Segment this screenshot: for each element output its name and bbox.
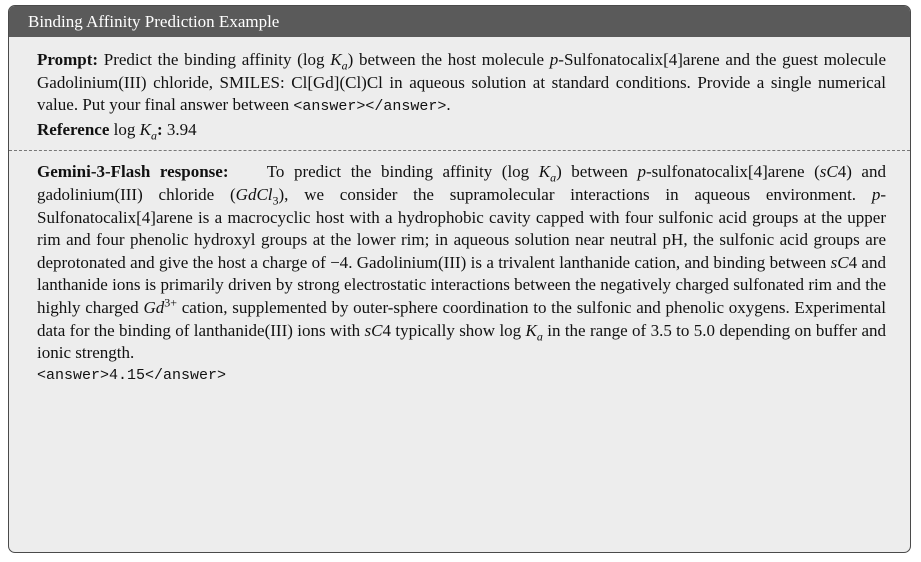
response-four: 4 xyxy=(837,162,847,182)
response-text-8: and lanthanide ions is primarily driven by strong electrostatic interactions between the negatively charged sulfonated rim and the highly charged xyxy=(37,252,886,317)
prompt-text-2: ) between the host molecule xyxy=(347,50,550,69)
reference-value: 3.94 xyxy=(166,119,197,139)
response-k2-sub: a xyxy=(536,328,543,343)
example-card xyxy=(8,5,911,553)
response-gdcl-sub: 3 xyxy=(272,193,279,208)
response-gdcl: GdCl xyxy=(235,184,273,204)
response-log: log xyxy=(507,162,530,182)
response-text-4: ) and gadolinium(III) chloride ( xyxy=(37,162,886,204)
reference-colon: : xyxy=(156,119,163,139)
response-text-9: cation, supplemented by outer-sphere coordination to the sulfonic and phenolic oxygens. Experimental data for the binding of lanthanide(III) ions with xyxy=(37,297,887,340)
response-sc4: sC xyxy=(819,162,838,182)
reference-log: log xyxy=(113,119,136,139)
response-sc4b: sC xyxy=(830,252,849,272)
response-p: p xyxy=(637,162,646,182)
response-k-sub: a xyxy=(550,170,557,185)
prompt-text-1: Predict the binding affinity ( xyxy=(98,50,303,69)
prompt-section xyxy=(9,37,910,141)
prompt-k-sub: a xyxy=(341,58,348,73)
response-text-5: ), we consider the supramolecular interactions in aqueous environment. xyxy=(278,184,872,204)
response-p2: p xyxy=(871,184,881,204)
prompt-k: K xyxy=(330,50,342,69)
response-label: Gemini-3-Flash response: xyxy=(37,162,229,182)
prompt-p: p xyxy=(549,50,559,69)
response-answer: <answer>4.15</answer> xyxy=(37,366,227,384)
response-text-10: typically show xyxy=(391,320,500,340)
response-gd: Gd xyxy=(143,297,165,317)
response-k2: K xyxy=(525,320,537,340)
response-fourb: 4 xyxy=(848,252,858,272)
card-title: Binding Affinity Prediction Example xyxy=(9,6,910,37)
response-range-high: 5.0 xyxy=(693,320,716,340)
response-text-2: ) between xyxy=(556,162,638,182)
prompt-label: Prompt: xyxy=(37,50,99,69)
response-gd-sup: 3+ xyxy=(164,295,177,310)
reference-k: K xyxy=(139,119,151,139)
response-text-3: -sulfonatocalix[4]arene ( xyxy=(645,162,820,182)
response-text-13: depending on buffer and ionic strength. xyxy=(37,320,887,363)
response-k: K xyxy=(538,162,551,182)
prompt-text-4: . xyxy=(446,95,451,115)
response-text-11: in the range of xyxy=(542,320,651,340)
response-sc4c: sC xyxy=(364,320,383,340)
response-text-1: To predict the binding affinity ( xyxy=(266,162,508,182)
response-text-6: -Sulfonatocalix[4]arene is a macrocyclic host with a hydrophobic cavity capped with four sulfonic acid groups at the upper rim and four phenolic hydroxyl groups at the lower rim; in aqueous solution near neutral pH, the sulfonic acid groups are deprotonated and give the host a charge of xyxy=(37,184,886,272)
reference-label: Reference xyxy=(37,119,110,139)
prompt-text-3: -Sulfonatocalix[4]arene and the guest molecule Gadolinium(III) chloride, SMILES: Cl[Gd](Cl)Cl in aqueous solution at standard conditions. Provide a single numerical value. Put your final answer between xyxy=(37,50,887,115)
prompt-answer-tags: <answer></answer> xyxy=(293,98,447,116)
reference-k-sub: a xyxy=(150,128,157,143)
reference-line xyxy=(37,119,886,142)
response-text-12: to xyxy=(671,320,694,340)
response-text-7: . Gadolinium(III) is a trivalent lanthanide cation, and binding between xyxy=(348,252,831,272)
prompt-log: log xyxy=(302,50,325,69)
response-fourc: 4 xyxy=(382,320,391,340)
response-log2: log xyxy=(499,320,522,340)
response-charge: −4 xyxy=(330,252,349,272)
response-range-low: 3.5 xyxy=(650,320,672,340)
response-section xyxy=(9,151,910,387)
